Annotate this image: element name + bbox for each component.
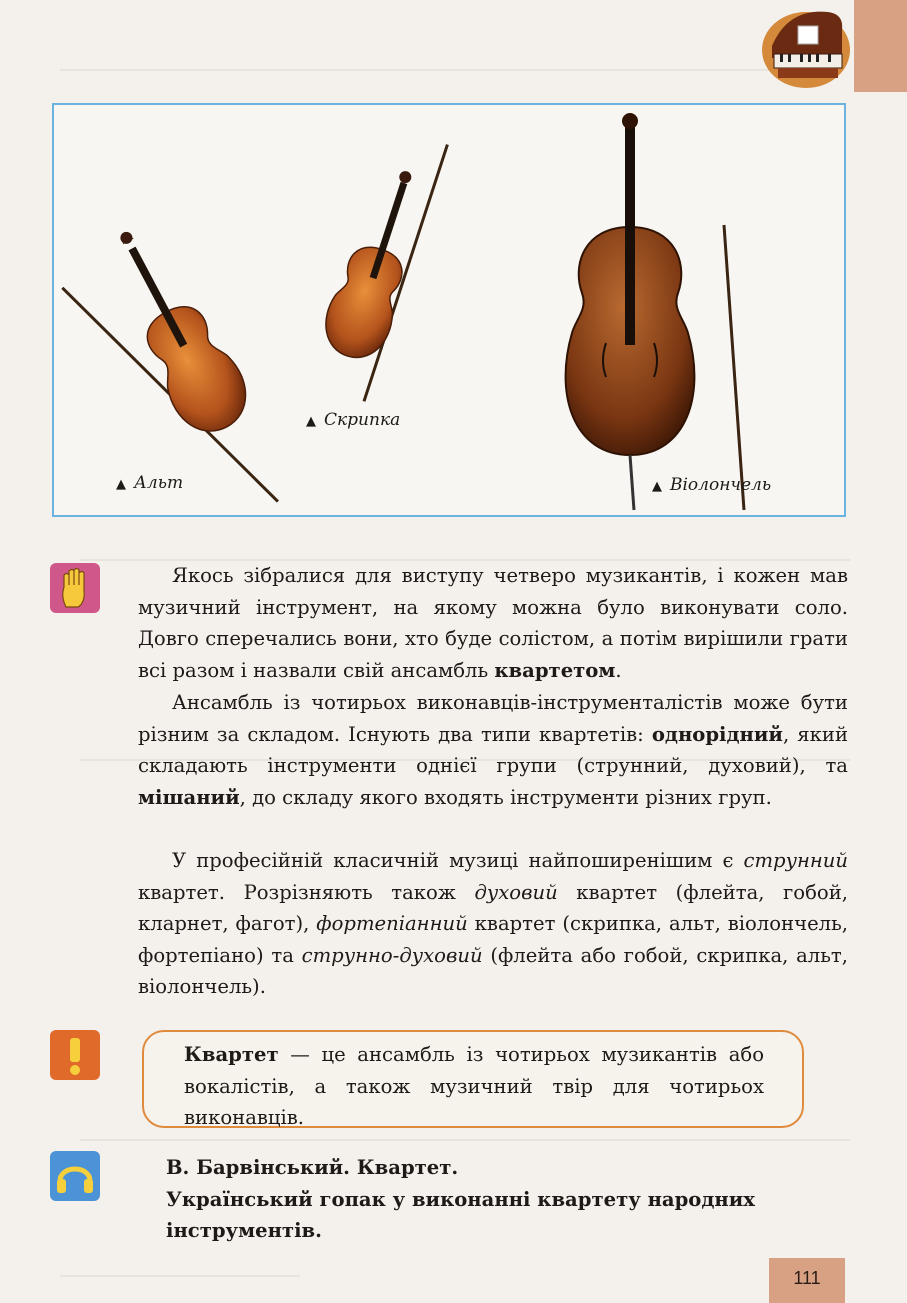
exclamation-icon: [50, 1030, 100, 1080]
page-number: 111: [793, 1268, 821, 1288]
definition-text: Квартет — це ансамбль із чотирьох музикантів або вокалістів, а також музичний твір для чотирьох виконавців.: [184, 1043, 764, 1130]
paragraph-intro: Якось зібралися для виступу четверо музикантів, і кожен мав музичний інструмент, на якому можна було виконувати соло. Довго сперечались вони, хто буде солістом, а потім вирішили грати всі разом і назвали свій ансамбль квартетом.: [138, 564, 848, 682]
hand-icon: [50, 563, 100, 613]
violin-image: [305, 125, 450, 402]
paragraph-types: Ансамбль із чотирьох виконавців-інструменталістів може бути різним за складом. Існують два типи квартетів: однорідний, який складають інструменти однієї групи (струнний, духовий), та мішаний, до складу якого входять інструменти різних груп.: [138, 691, 849, 809]
instruments-figure: [52, 103, 846, 517]
caption-viola: ▲ Альт: [116, 473, 184, 493]
listening-item-1: В. Барвінський. Квартет.: [166, 1156, 459, 1179]
headphones-icon: [50, 1151, 100, 1201]
instruments-illustration: [54, 105, 844, 515]
cello-image: [566, 113, 744, 510]
caption-violin: ▲ Скрипка: [306, 410, 401, 430]
corner-tab: [854, 0, 907, 92]
listening-item-2: Український гопак у виконанні квартету народних інструментів.: [166, 1187, 755, 1243]
listening-list: [166, 1152, 846, 1247]
viola-image: [54, 215, 302, 515]
piano-icon: [758, 0, 854, 92]
caption-cello: ▲ Віолончель: [652, 475, 772, 495]
paragraph-classical: У професійній класичній музиці найпоширенішим є струнний квартет. Розрізняють також духовий квартет (флейта, гобой, кларнет, фагот), фортепіанний квартет (скрипка, альт, віолончель, фортепіано) та струнно-духовий (флейта або гобой, скрипка, альт, віолончель).: [138, 849, 849, 999]
